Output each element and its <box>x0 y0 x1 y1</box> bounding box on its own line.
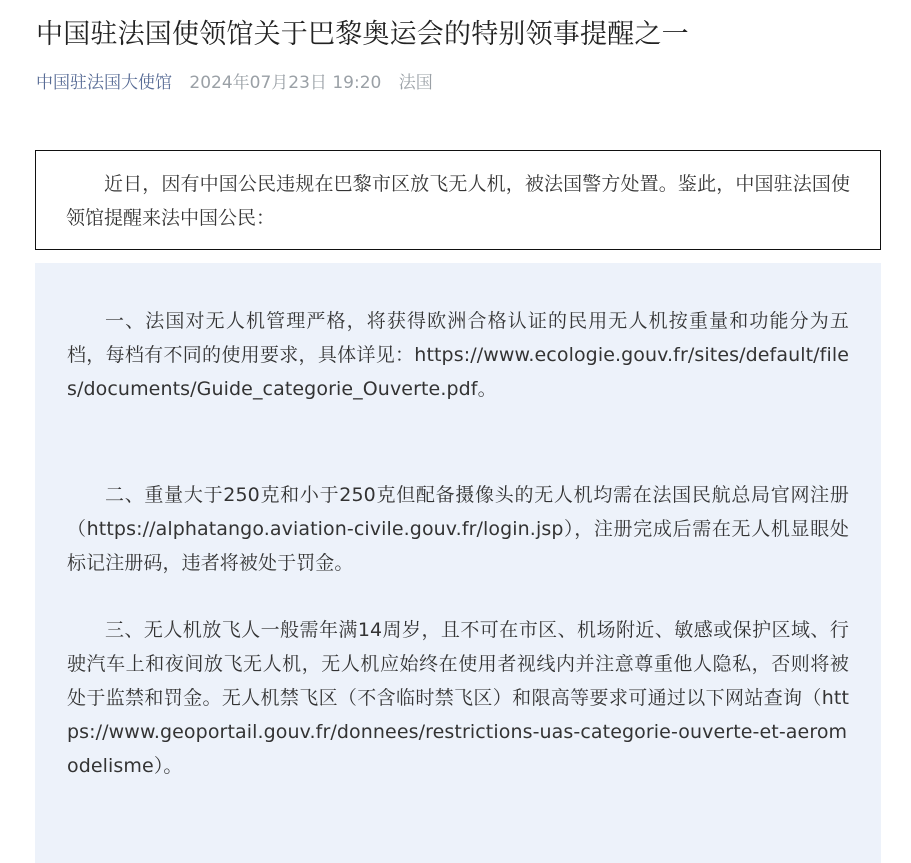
notice-content-box <box>35 263 881 863</box>
publish-location: 法国 <box>398 73 433 93</box>
article-title: 中国驻法国使领馆关于巴黎奥运会的特别领事提醒之一 <box>36 19 689 50</box>
source-link[interactable]: 中国驻法国大使馆 <box>36 73 172 93</box>
intro-text: 近日，因有中国公民违规在巴黎市区放飞无人机，被法国警方处置。鉴此，中国驻法国使领馆提醒来法中国公民： <box>66 173 850 229</box>
article-meta <box>36 71 433 95</box>
publish-time: 2024年07月23日 19:20 <box>189 73 382 93</box>
intro-box <box>35 150 881 250</box>
paragraph-1: 一、法国对无人机管理严格，将获得欧洲合格认证的民用无人机按重量和功能分为五档，每档有不同的使用要求，具体详见：https://www.ecologie.gouv.fr/sites/default/files/documents/Guide_categorie_Ouverte.pdf。 <box>67 310 849 400</box>
paragraph-2: 二、重量大于250克和小于250克但配备摄像头的无人机均需在法国民航总局官网注册（https://alphatango.aviation-civile.gouv.fr/login.jsp），注册完成后需在无人机显眼处标记注册码，违者将被处于罚金。 <box>67 484 849 574</box>
paragraph-3: 三、无人机放飞人一般需年满14周岁，且不可在市区、机场附近、敏感或保护区域、行驶汽车上和夜间放飞无人机，无人机应始终在使用者视线内并注意尊重他人隐私，否则将被处于监禁和罚金。无人机禁飞区（不含临时禁飞区）和限高等要求可通过以下网站查询（https://www.geoportail.gouv.fr/donnees/restrictions-uas-categorie-ouverte-et-aeromodelisme）。 <box>67 619 849 777</box>
